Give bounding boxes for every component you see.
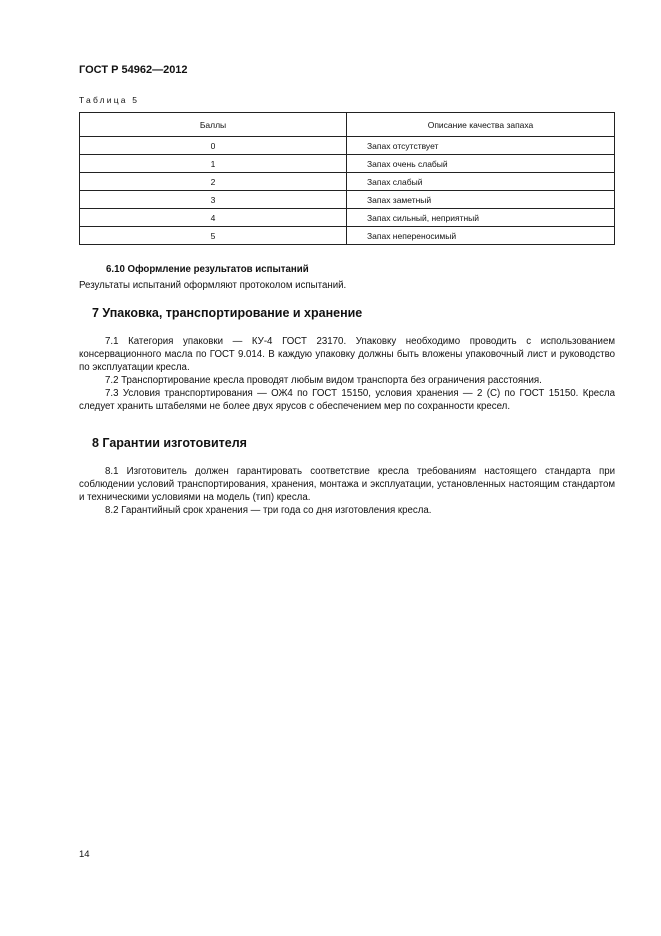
description-cell: Запах сильный, неприятный	[347, 209, 615, 227]
section-8-title: 8 Гарантии изготовителя	[92, 436, 247, 450]
description-cell: Запах заметный	[347, 191, 615, 209]
table-row	[80, 209, 615, 227]
table-caption: Таблица 5	[79, 95, 140, 105]
table-row	[80, 137, 615, 155]
paragraph-8-2: 8.2 Гарантийный срок хранения — три года со дня изготовления кресла.	[105, 505, 432, 516]
odor-rating-table	[79, 112, 615, 245]
paragraph-7-2: 7.2 Транспортирование кресла проводят любым видом транспорта без ограничения расстояния.	[105, 375, 542, 386]
column-header-description: Описание качества запаха	[347, 113, 615, 137]
section-7-body	[79, 335, 615, 413]
paragraph-7-1: 7.1 Категория упаковки — КУ-4 ГОСТ 23170. Упаковку необходимо проводить с использованием консервационного масла по ГОСТ 9.014. В каждую упаковку должны быть вложены упаковочный лист и руководство по эксплуатации кресла.	[79, 336, 615, 373]
page-number: 14	[79, 849, 90, 860]
paragraph-8-1: 8.1 Изготовитель должен гарантировать соответствие кресла требованиям настоящего стандарта при соблюдении условий транспортирования, хранения, монтажа и эксплуатации, установленных настоящим стандартом и техническими условиями на модель (тип) кресла.	[79, 466, 615, 503]
score-cell: 4	[80, 209, 347, 227]
description-cell: Запах очень слабый	[347, 155, 615, 173]
table-row	[80, 227, 615, 245]
section-8-body	[79, 465, 615, 517]
paragraph-7-3: 7.3 Условия транспортирования — ОЖ4 по ГОСТ 15150, условия хранения — 2 (С) по ГОСТ 15150. Кресла следует хранить штабелями не более двух ярусов с обеспечением мер по сохранности кресел.	[79, 388, 615, 412]
description-cell: Запах непереносимый	[347, 227, 615, 245]
score-cell: 5	[80, 227, 347, 245]
score-cell: 1	[80, 155, 347, 173]
table-row	[80, 173, 615, 191]
subsection-6-10-title: 6.10 Оформление результатов испытаний	[106, 264, 309, 275]
table-row	[80, 191, 615, 209]
description-cell: Запах отсутствует	[347, 137, 615, 155]
score-cell: 2	[80, 173, 347, 191]
section-7-title: 7 Упаковка, транспортирование и хранение	[92, 306, 363, 320]
table-header-row	[80, 113, 615, 137]
column-header-score: Баллы	[80, 113, 347, 137]
description-cell: Запах слабый	[347, 173, 615, 191]
document-code: ГОСТ Р 54962—2012	[79, 64, 188, 76]
subsection-6-10-text: Результаты испытаний оформляют протоколом испытаний.	[79, 280, 347, 291]
score-cell: 0	[80, 137, 347, 155]
table-row	[80, 155, 615, 173]
score-cell: 3	[80, 191, 347, 209]
